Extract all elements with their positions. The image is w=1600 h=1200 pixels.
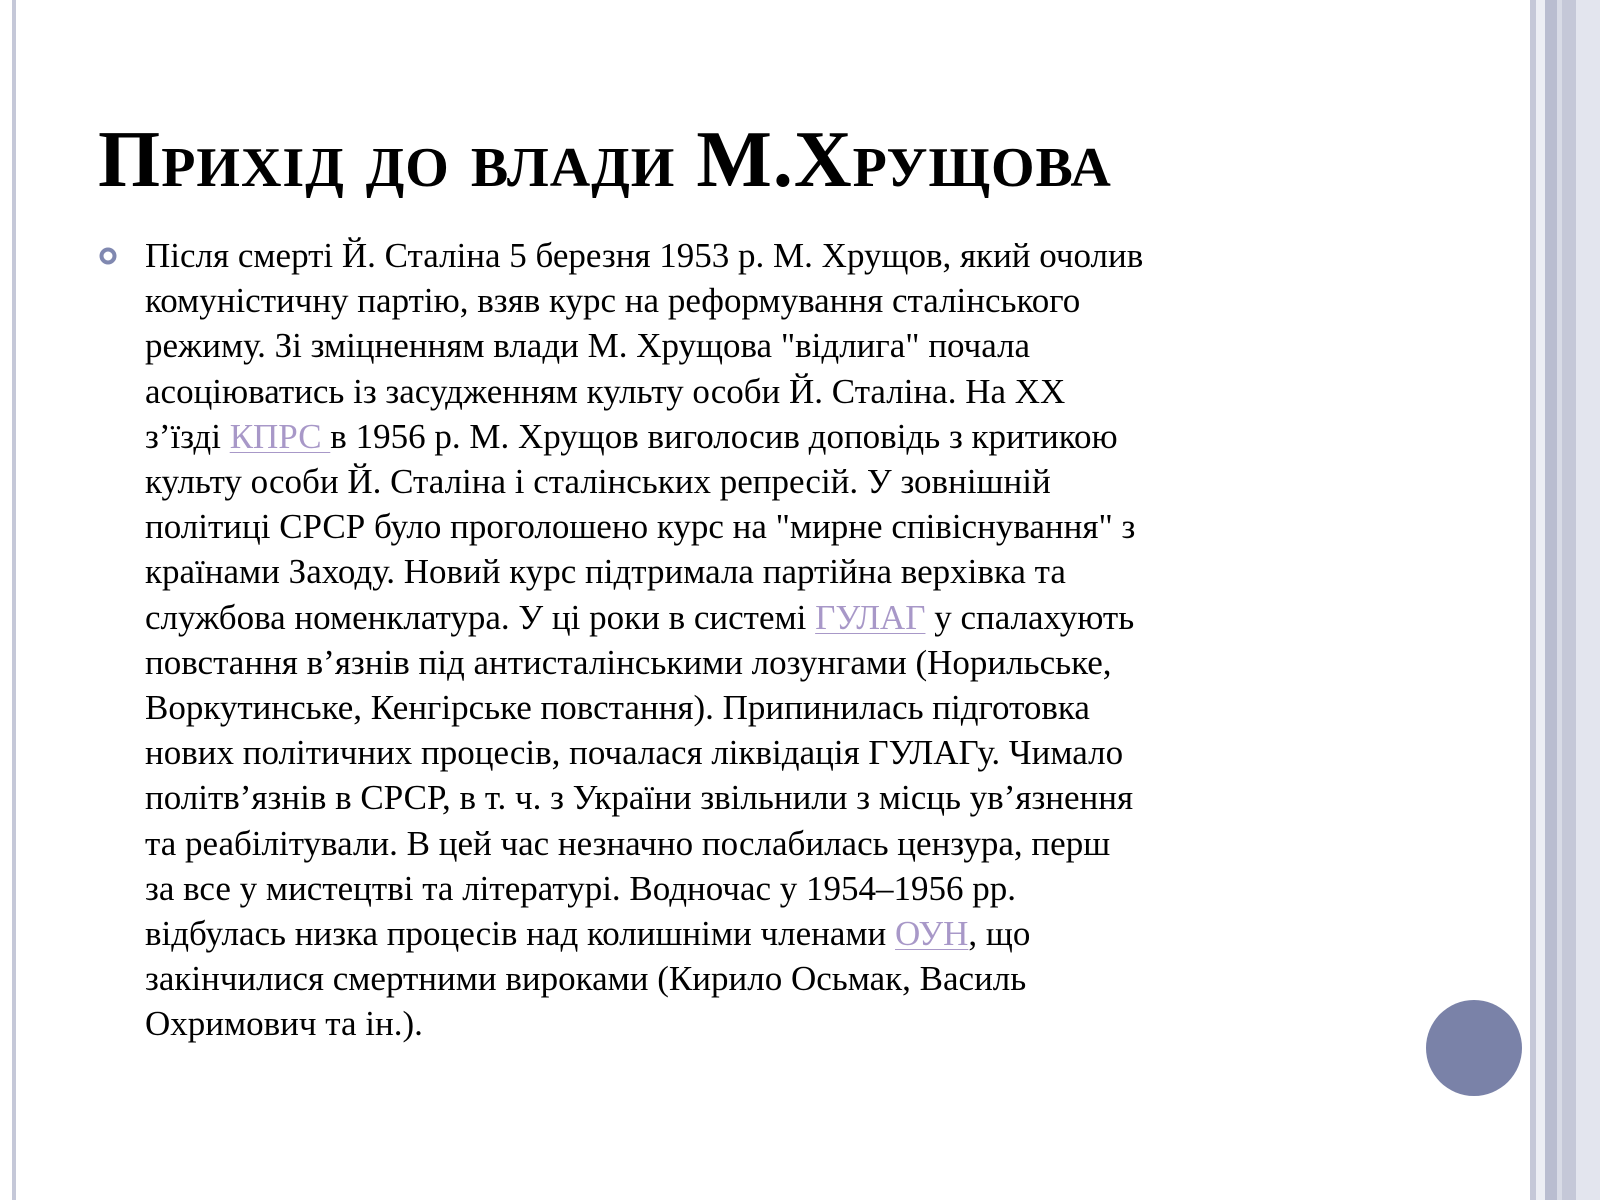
text-line <box>145 414 1475 459</box>
left-frame-line <box>12 0 16 1200</box>
text-run: повстання в’язнів під антисталінськими лозунгами (Норильське, <box>145 642 1112 682</box>
text-line <box>145 956 1475 1001</box>
text-line <box>145 459 1475 504</box>
text-line <box>145 821 1475 866</box>
text-run: комуністичну партію, взяв курс на реформування сталінського <box>145 281 1081 321</box>
text-line <box>145 369 1475 414</box>
text-run: у спалахують <box>925 597 1135 637</box>
text-run: відбулась низка процесів над колишніми членами <box>145 914 896 954</box>
text-run: в 1956 р. М. Хрущов виголосив доповідь з критикою <box>330 416 1118 456</box>
text-run: режиму. Зі зміцненням влади М. Хрущова "відлига" почала <box>145 326 1031 366</box>
text-run: асоціюватись із засудженням культу особи Й. Сталіна. На ХХ <box>145 371 1066 411</box>
link-gulag[interactable]: ГУЛАГ <box>815 597 926 637</box>
text-run: та реабілітували. В цей час незначно послабилась цензура, перш <box>145 823 1111 863</box>
text-run: , що <box>968 914 1031 954</box>
text-run: Охримович та ін.). <box>145 1004 423 1044</box>
link-kprs[interactable]: КПРС <box>229 416 331 456</box>
text-run: культу особи Й. Сталіна і сталінських репресій. У зовнішній <box>145 462 1051 502</box>
text-line <box>145 640 1475 685</box>
text-line <box>145 866 1475 911</box>
text-run: закінчилися смертними вироками (Кирило Осьмак, Василь <box>145 959 1027 999</box>
right-frame-stripe <box>1536 0 1545 1200</box>
right-frame-stripe <box>1576 0 1600 1200</box>
text-line <box>145 685 1475 730</box>
text-line <box>145 911 1475 956</box>
decorative-circle <box>1426 1000 1522 1096</box>
right-frame-stripe <box>1562 0 1576 1200</box>
text-line <box>145 504 1475 549</box>
text-run: нових політичних процесів, почалася ліквідація ГУЛАГу. Чимало <box>145 733 1124 773</box>
text-line <box>145 595 1475 640</box>
text-run: за все у мистецтві та літературі. Водночас у 1954–1956 рр. <box>145 868 1017 908</box>
text-line <box>145 730 1475 775</box>
text-line <box>145 775 1475 820</box>
text-run: Воркутинське, Кенгірське повстання). Припинилась підготовка <box>145 688 1090 728</box>
text-run: політиці СРСР було проголошено курс на "мирне співіснування" з <box>145 507 1136 547</box>
text-run: політв’язнів в СРСР, в т. ч. з України звільнили з місць ув’язнення <box>145 778 1134 818</box>
text-line <box>145 278 1475 323</box>
text-run: службова номенклатура. У ці роки в системі <box>145 597 816 637</box>
text-line <box>145 549 1475 594</box>
text-line <box>145 233 1475 278</box>
text-line <box>145 1001 1475 1046</box>
text-line <box>145 323 1475 368</box>
bullet-text <box>145 233 1475 1047</box>
text-run: країнами Заходу. Новий курс підтримала партійна верхівка та <box>145 552 1066 592</box>
hollow-circle-bullet-icon <box>98 246 118 266</box>
right-frame-stripe <box>1545 0 1557 1200</box>
link-oun[interactable]: ОУН <box>895 914 969 954</box>
text-run: Після смерті Й. Сталіна 5 березня 1953 р. М. Хрущов, який очолив <box>145 236 1144 275</box>
text-run: з’їзді <box>145 416 230 456</box>
slide-title: Прихід до влади М.Хрущова <box>98 116 1112 204</box>
